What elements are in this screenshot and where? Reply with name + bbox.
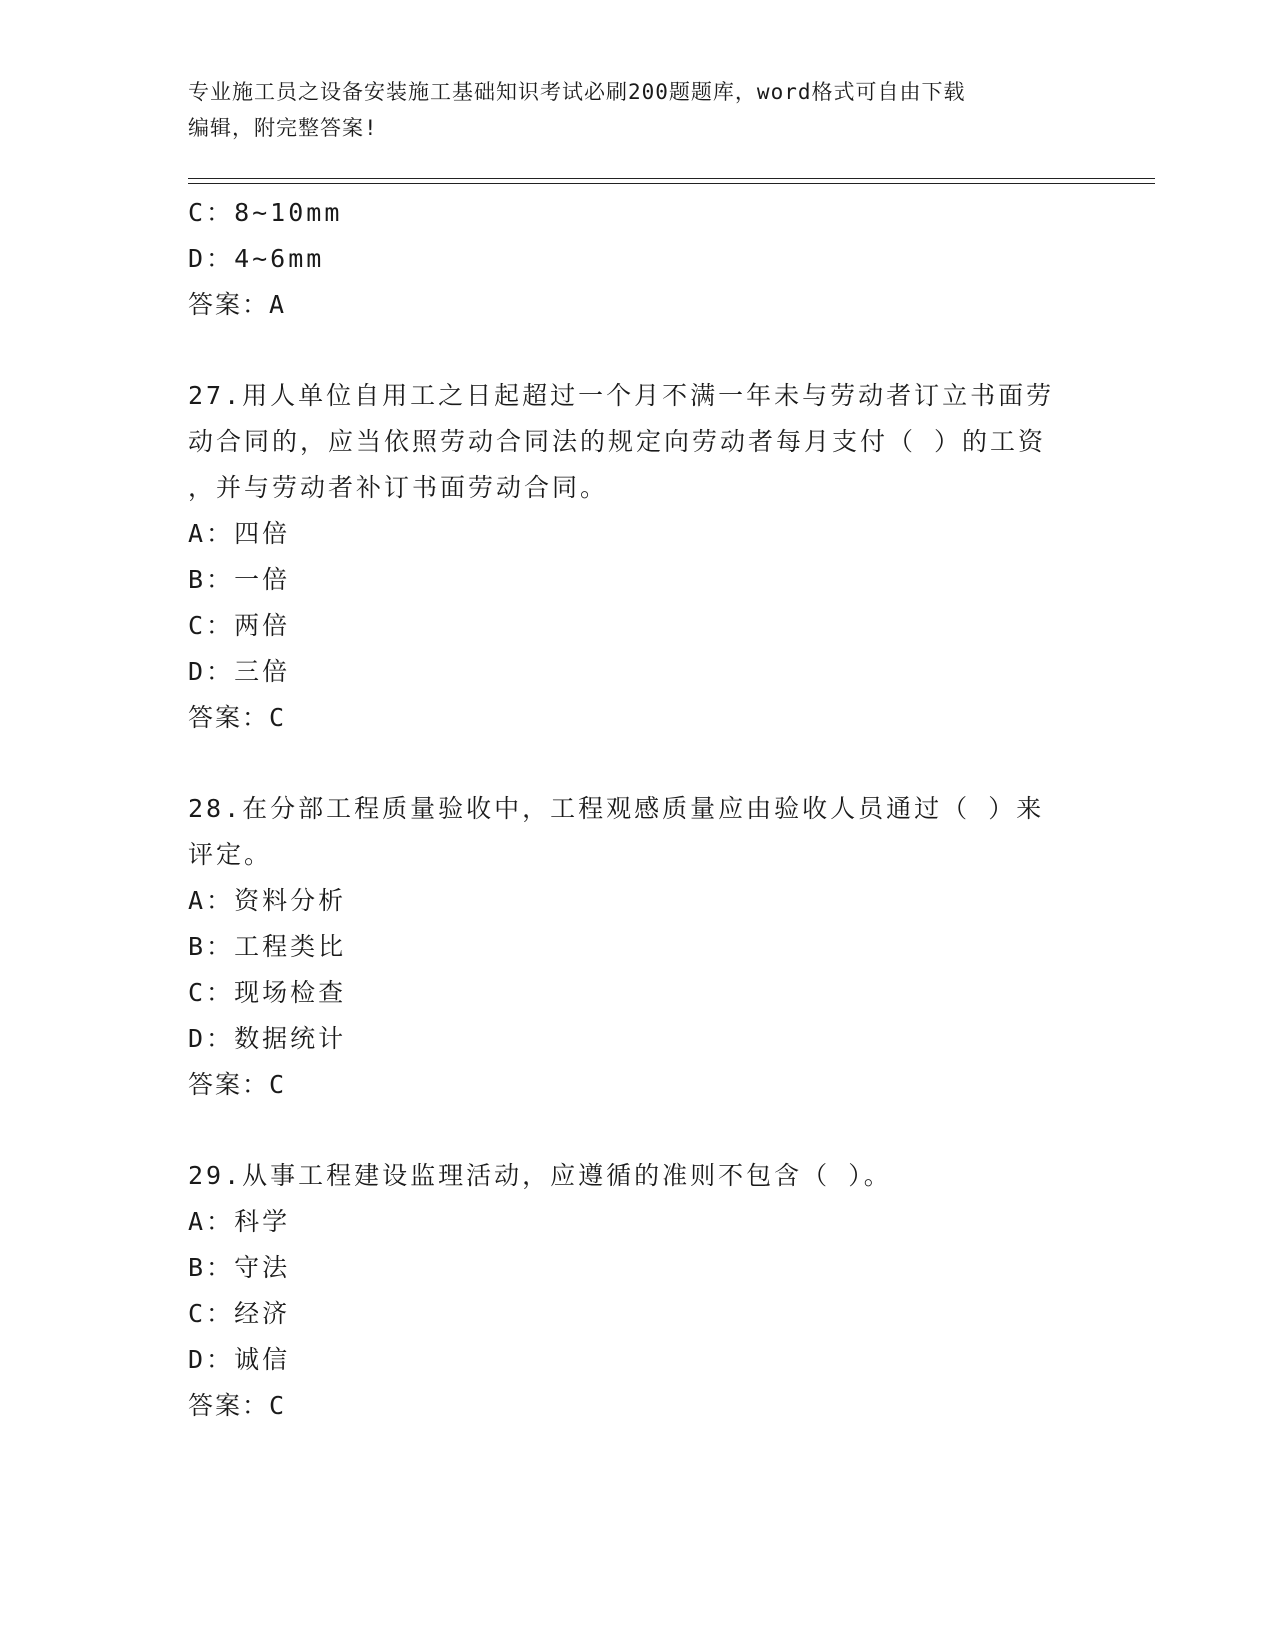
- option-text: 8~10mm: [234, 198, 343, 227]
- option-b: [188, 1245, 1088, 1291]
- option-d: [188, 1337, 1088, 1383]
- option-c: [188, 603, 1088, 649]
- option-a: [188, 1199, 1088, 1245]
- option-a: [188, 878, 1088, 924]
- option-text: 资料分析: [234, 886, 347, 915]
- option-text: 一倍: [234, 565, 291, 594]
- header-divider-top: [188, 178, 1155, 179]
- header-divider-bottom: [188, 183, 1155, 184]
- question-27: [188, 373, 1088, 741]
- option-label: C：: [188, 611, 235, 640]
- option-text: 诚信: [234, 1345, 291, 1374]
- option-a: [188, 511, 1088, 557]
- question-stem-line: 动合同的，应当依照劳动合同法的规定向劳动者每月支付（ ）的工资: [188, 427, 1047, 456]
- answer-line: 答案：A: [188, 290, 287, 319]
- option-c: [188, 190, 1088, 236]
- answer-line: 答案：C: [188, 1391, 287, 1420]
- option-label: D：: [188, 657, 235, 686]
- option-d: [188, 649, 1088, 695]
- option-c: [188, 970, 1088, 1016]
- option-label: D：: [188, 244, 235, 273]
- option-label: B：: [188, 1253, 235, 1282]
- option-label: B：: [188, 932, 235, 961]
- option-text: 现场检查: [234, 978, 347, 1007]
- option-b: [188, 924, 1088, 970]
- answer-line: 答案：C: [188, 1070, 287, 1099]
- option-text: 两倍: [234, 611, 291, 640]
- option-label: D：: [188, 1024, 235, 1053]
- option-text: 三倍: [234, 657, 291, 686]
- document-header: [188, 74, 1088, 146]
- option-text: 4~6mm: [234, 244, 325, 273]
- question-stem-line: 27.用人单位自用工之日起超过一个月不满一年未与劳动者订立书面劳: [188, 381, 1055, 410]
- option-d: [188, 1016, 1088, 1062]
- option-label: B：: [188, 565, 235, 594]
- document-body: [188, 190, 1088, 1429]
- option-label: C：: [188, 1299, 235, 1328]
- carryover-options: [188, 190, 1088, 328]
- option-text: 科学: [234, 1207, 291, 1236]
- option-text: 守法: [234, 1253, 291, 1282]
- option-label: C：: [188, 198, 235, 227]
- option-label: A：: [188, 886, 235, 915]
- option-label: A：: [188, 1207, 235, 1236]
- spacer: [188, 1108, 1088, 1153]
- option-text: 经济: [234, 1299, 291, 1328]
- option-label: C：: [188, 978, 235, 1007]
- spacer: [188, 741, 1088, 786]
- answer-line: 答案：C: [188, 703, 287, 732]
- option-label: D：: [188, 1345, 235, 1374]
- option-text: 工程类比: [234, 932, 347, 961]
- option-text: 四倍: [234, 519, 291, 548]
- question-stem-line: 评定。: [188, 840, 273, 869]
- header-line-1: 专业施工员之设备安装施工基础知识考试必刷200题题库，word格式可自由下载: [188, 80, 966, 104]
- option-d: [188, 236, 1088, 282]
- question-stem-line: ，并与劳动者补订书面劳动合同。: [188, 473, 609, 502]
- question-29: [188, 1153, 1088, 1429]
- option-b: [188, 557, 1088, 603]
- option-c: [188, 1291, 1088, 1337]
- question-stem-line: 28.在分部工程质量验收中，工程观感质量应由验收人员通过（ ）来: [188, 794, 1045, 823]
- question-28: [188, 786, 1088, 1108]
- option-label: A：: [188, 519, 235, 548]
- option-text: 数据统计: [234, 1024, 347, 1053]
- question-stem-line: 29.从事工程建设监理活动，应遵循的准则不包含（ ）。: [188, 1161, 892, 1190]
- spacer: [188, 328, 1088, 373]
- header-line-2: 编辑，附完整答案!: [188, 116, 378, 140]
